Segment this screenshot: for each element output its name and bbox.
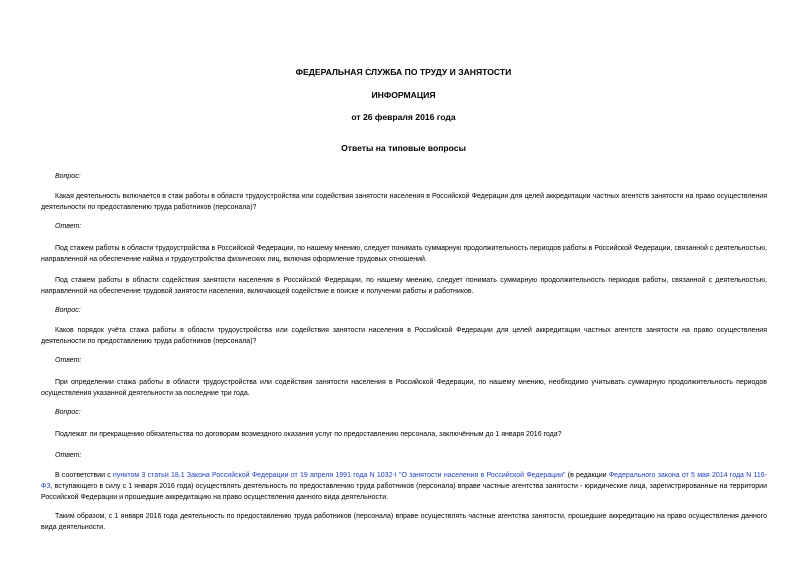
agency-title: ФЕДЕРАЛЬНАЯ СЛУЖБА ПО ТРУДУ И ЗАНЯТОСТИ xyxy=(295,67,512,77)
answer-2-text: При определении стажа работы в области трудоустройства или содействия занятости населения в Российской Федерации, по нашему мнению, необходимо учитывать суммарную продолжительность периодов осуществления указанной деятельности за последние три года. xyxy=(41,379,767,397)
question-label-1: Вопрос: xyxy=(55,173,81,180)
question-1-text: Какая деятельность включается в стаж работы в области трудоустройства или содействия занятости населения в Российской Федерации для целей аккредитации частных агентств занятости на право осуществления деятельности по предоставлению труда работников (персонала)? xyxy=(41,193,767,211)
law-116fz-link[interactable]: Федерального закона от 5 мая 2014 года N 116-ФЗ xyxy=(41,472,767,490)
answer-1-paragraph-1: Под стажем работы в области трудоустройства в Российской Федерации, по нашему мнению, следует понимать суммарную продолжительность периодов работы в Российской Федерации, связанной с деятельностью, направленной на обеспечение найма и трудоустройства физических лиц, включая оформление трудовых отношений. xyxy=(41,245,767,263)
answer-label-3: Ответ: xyxy=(55,452,82,459)
question-3-text: Подлежат ли прекращению обязательства по договорам возмездного оказания услуг по предоставлению персонала, заключённым до 1 января 2016 года? xyxy=(55,431,562,438)
answer-3-paragraph-2: Таким образом, с 1 января 2016 года деятельность по предоставлению труда работников (персонала) вправе осуществлять частные агентства занятости, прошедшие аккредитацию на право осуществления данного вида деятельности. xyxy=(41,513,767,531)
question-2-text: Каков порядок учёта стажа работы в области трудоустройства или содействия занятости населения в Российской Федерации для целей аккредитации частных агентств занятости на право осуществления деятельности по предоставлению труда работников (персонала)? xyxy=(41,327,767,345)
document-type: ИНФОРМАЦИЯ xyxy=(371,90,436,100)
answer-label-1: Ответ: xyxy=(55,223,82,230)
answer-3-text-end: , вступающего в силу с 1 января 2016 года) осуществлять деятельность по предоставлению труда работников (персонала) вправе частные агентства занятости - юридические лица, зарегистрированные на территории Российской Федерации и прошедшие аккредитацию на право осуществления данного вида деятельности. xyxy=(41,483,767,501)
answer-3-text-start: В соответствии с xyxy=(55,472,114,479)
answer-3-text-mid: (в редакции xyxy=(565,472,609,479)
document-subtitle: Ответы на типовые вопросы xyxy=(341,143,466,153)
answer-1-paragraph-2: Под стажем работы в области содействия занятости населения в Российской Федерации, по нашему мнению, следует понимать суммарную продолжительность периодов работы, связанной с деятельностью, направленной на обеспечение трудовой занятости населения, включающей содействие в поиске и получении работы и работников. xyxy=(41,277,767,295)
answer-label-2: Ответ: xyxy=(55,357,82,364)
law-1032-link[interactable]: пунктом 3 статьи 18.1 Закона Российской Федерации от 19 апреля 1991 года N 1032-I "О занятости населения в Российской Федерации" xyxy=(113,472,566,479)
question-label-2: Вопрос: xyxy=(55,307,81,314)
document-date: от 26 февраля 2016 года xyxy=(351,112,456,122)
answer-3-paragraph-1 xyxy=(41,470,767,503)
question-label-3: Вопрос: xyxy=(55,409,81,416)
